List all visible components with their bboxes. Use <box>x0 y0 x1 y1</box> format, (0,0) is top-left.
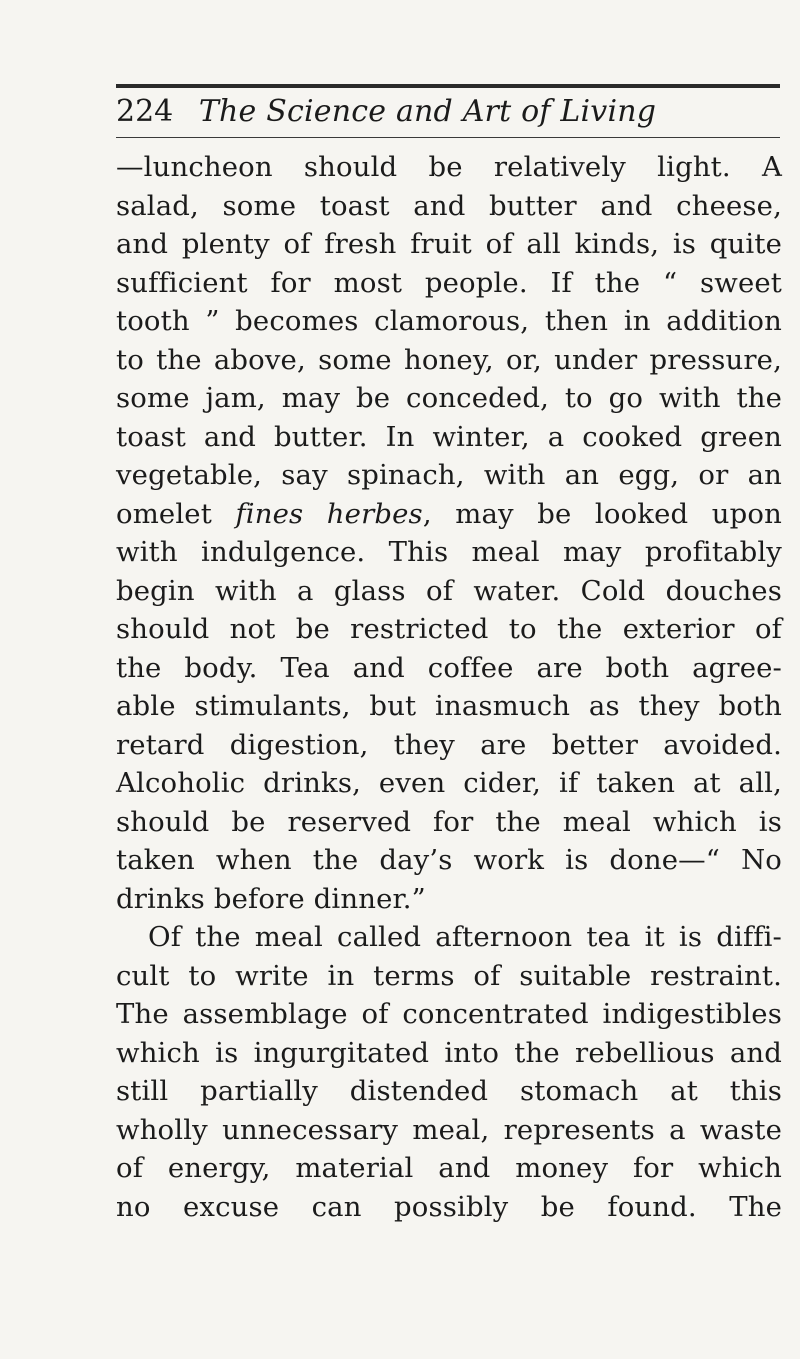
text-line: retard digestion, they are better avoided. <box>116 728 782 761</box>
text-line: cult to write in terms of suitable restraint. <box>116 959 782 992</box>
text-line: some jam, may be conceded, to go with the <box>116 382 782 414</box>
text-line: and plenty of fresh fruit of all kinds, is quite <box>116 228 782 260</box>
paragraph-end-line: drinks before dinner.” <box>116 882 426 915</box>
text-line: should be reserved for the meal which is <box>116 805 782 838</box>
text-line: The assemblage of concentrated indigestibles <box>116 998 782 1030</box>
text-line: no excuse can possibly be found. The <box>116 1190 782 1223</box>
text-line: tooth ” becomes clamorous, then in addition <box>116 305 782 337</box>
text-line: sufficient for most people. If the “ sweet <box>116 266 782 299</box>
top-rule <box>116 84 780 88</box>
header-divider <box>116 137 780 138</box>
text-line: able stimulants, but inasmuch as they both <box>116 690 782 722</box>
text-line: the body. Tea and coffee are both agree- <box>116 651 782 684</box>
text-segment: omelet <box>116 497 236 530</box>
body-text <box>116 148 782 1226</box>
italic-phrase: fines herbes <box>235 497 423 530</box>
text-line: of energy, material and money for which <box>116 1152 782 1184</box>
running-title: The Science and Art of Living <box>198 94 657 129</box>
text-line: with indulgence. This meal may profitably <box>116 536 782 568</box>
running-head <box>116 92 780 132</box>
text-line: still partially distended stomach at this <box>116 1075 782 1107</box>
text-line: which is ingurgitated into the rebellious and <box>116 1036 782 1069</box>
text-line: to the above, some honey, or, under pressure, <box>116 343 782 376</box>
text-line: —luncheon should be relatively light. A <box>116 151 782 183</box>
text-line: should not be restricted to the exterior of <box>116 613 782 645</box>
text-line: salad, some toast and butter and cheese, <box>116 189 782 222</box>
text-line: wholly unnecessary meal, represents a waste <box>116 1113 782 1146</box>
page-number: 224 <box>116 94 174 129</box>
paragraph-start-line: Of the meal called afternoon tea it is diffi- <box>148 921 782 953</box>
text-line <box>116 495 782 534</box>
text-segment: , may be looked upon <box>422 497 782 530</box>
text-line: taken when the day’s work is done—“ No <box>116 844 782 876</box>
text-line: Alcoholic drinks, even cider, if taken at all, <box>116 767 782 799</box>
text-line: vegetable, say spinach, with an egg, or an <box>116 459 782 491</box>
text-line: begin with a glass of water. Cold douches <box>116 574 782 607</box>
text-line: toast and butter. In winter, a cooked green <box>116 420 782 453</box>
